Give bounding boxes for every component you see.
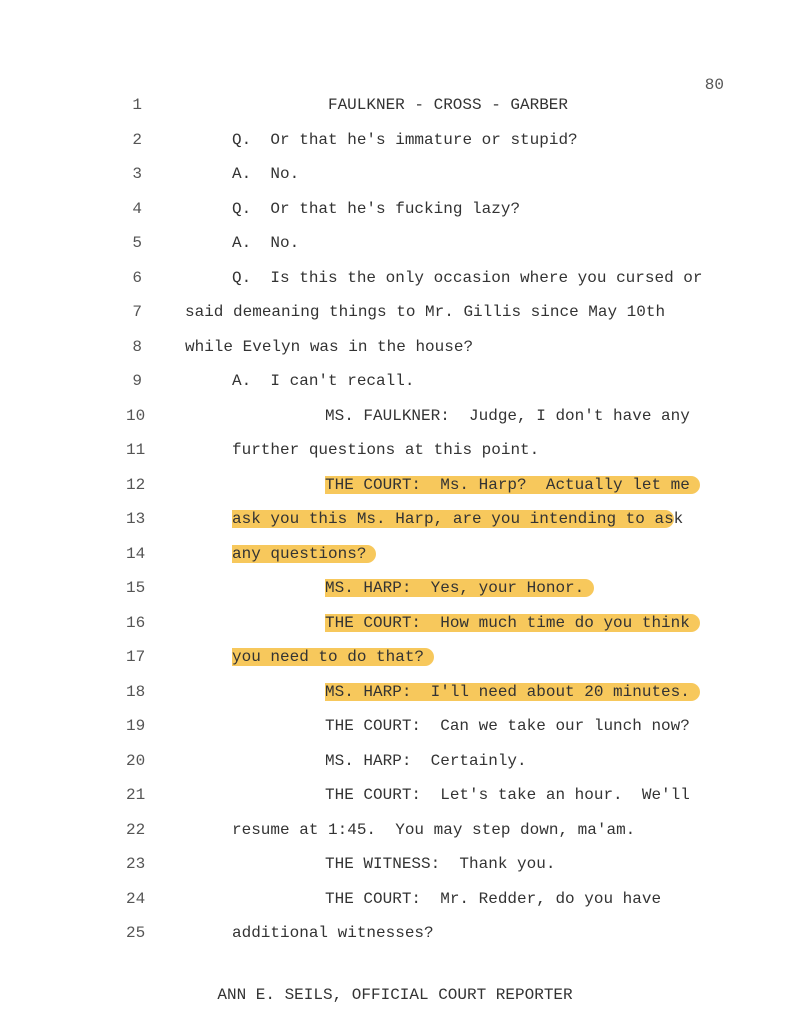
line-text: Q. Is this the only occasion where you cursed or bbox=[232, 268, 703, 287]
line-text: A. No. bbox=[232, 165, 300, 183]
line-text: MS. FAULKNER: Judge, I don't have any bbox=[325, 406, 690, 425]
line-number: 2 bbox=[132, 130, 142, 149]
line-number: 17 bbox=[126, 648, 146, 666]
transcript-line bbox=[0, 544, 790, 578]
line-text: Q. Or that he's immature or stupid? bbox=[232, 130, 578, 149]
transcript-line bbox=[0, 923, 790, 957]
line-text: THE COURT: Mr. Redder, do you have bbox=[325, 889, 662, 908]
transcript-line bbox=[0, 509, 790, 543]
transcript-line bbox=[0, 716, 790, 750]
line-number: 13 bbox=[126, 510, 146, 528]
page-number: 80 bbox=[704, 76, 724, 94]
line-number: 5 bbox=[132, 234, 142, 252]
line-text: further questions at this point. bbox=[232, 441, 540, 459]
transcript-line bbox=[0, 199, 790, 233]
transcript-line bbox=[0, 302, 790, 336]
transcript-line bbox=[0, 406, 790, 440]
line-text: THE COURT: Can we take our lunch now? bbox=[325, 717, 690, 735]
line-number: 25 bbox=[126, 924, 146, 942]
line-text: said demeaning things to Mr. Gillis since May 10th bbox=[185, 303, 666, 321]
transcript-line bbox=[0, 130, 790, 164]
line-text: while Evelyn was in the house? bbox=[185, 337, 474, 356]
highlighted-line-text: MS. HARP: Yes, your Honor. bbox=[325, 578, 594, 598]
transcript-line bbox=[0, 785, 790, 819]
transcript-line bbox=[0, 95, 790, 129]
line-text: FAULKNER - CROSS - GARBER bbox=[327, 96, 569, 114]
line-text: A. I can't recall. bbox=[232, 372, 415, 390]
highlighted-line-text: THE COURT: How much time do you think bbox=[325, 613, 700, 633]
line-number: 7 bbox=[132, 303, 142, 321]
transcript-line bbox=[0, 854, 790, 888]
transcript-line bbox=[0, 889, 790, 923]
transcript-line bbox=[0, 337, 790, 371]
transcript-line bbox=[0, 268, 790, 302]
transcript-line bbox=[0, 820, 790, 854]
line-number: 22 bbox=[126, 820, 146, 839]
line-number: 10 bbox=[126, 406, 146, 425]
line-number: 19 bbox=[126, 717, 146, 735]
line-text: additional witnesses? bbox=[232, 924, 434, 942]
line-number: 9 bbox=[132, 372, 142, 390]
transcript-line bbox=[0, 578, 790, 612]
line-number: 23 bbox=[126, 855, 146, 873]
line-text: THE COURT: Let's take an hour. We'll bbox=[325, 786, 690, 804]
line-number: 11 bbox=[126, 441, 146, 459]
line-number: 15 bbox=[126, 579, 146, 597]
transcript-line bbox=[0, 440, 790, 474]
transcript-line bbox=[0, 164, 790, 198]
line-number: 14 bbox=[126, 544, 146, 563]
line-number: 12 bbox=[126, 475, 146, 494]
highlighted-line-text: you need to do that? bbox=[232, 647, 434, 667]
line-number: 21 bbox=[126, 786, 146, 804]
line-text: A. No. bbox=[232, 234, 300, 252]
line-text: THE WITNESS: Thank you. bbox=[325, 855, 556, 873]
line-text: Q. Or that he's fucking lazy? bbox=[232, 199, 521, 218]
line-number: 8 bbox=[132, 337, 142, 356]
line-number: 20 bbox=[126, 751, 146, 770]
highlighted-line-text: MS. HARP: I'll need about 20 minutes. bbox=[325, 682, 700, 702]
highlighted-line-text: any questions? bbox=[232, 544, 376, 564]
footer-reporter: ANN E. SEILS, OFFICIAL COURT REPORTER bbox=[217, 986, 573, 1004]
highlighted-line-text: ask you this Ms. Harp, are you intending to ask bbox=[232, 510, 684, 528]
line-number: 4 bbox=[132, 199, 142, 218]
line-text: MS. HARP: Certainly. bbox=[325, 751, 527, 770]
line-number: 16 bbox=[126, 613, 146, 632]
transcript-line bbox=[0, 475, 790, 509]
transcript-line bbox=[0, 613, 790, 647]
line-number: 24 bbox=[126, 889, 146, 908]
transcript-line bbox=[0, 647, 790, 681]
line-number: 18 bbox=[126, 682, 146, 701]
transcript-line bbox=[0, 233, 790, 267]
line-text: resume at 1:45. You may step down, ma'am. bbox=[232, 820, 636, 839]
highlighted-line-text: THE COURT: Ms. Harp? Actually let me bbox=[325, 475, 700, 495]
line-number: 1 bbox=[132, 96, 142, 114]
line-number: 3 bbox=[132, 165, 142, 183]
line-number: 6 bbox=[132, 268, 142, 287]
transcript-line bbox=[0, 682, 790, 716]
transcript-line bbox=[0, 371, 790, 405]
transcript-line bbox=[0, 751, 790, 785]
